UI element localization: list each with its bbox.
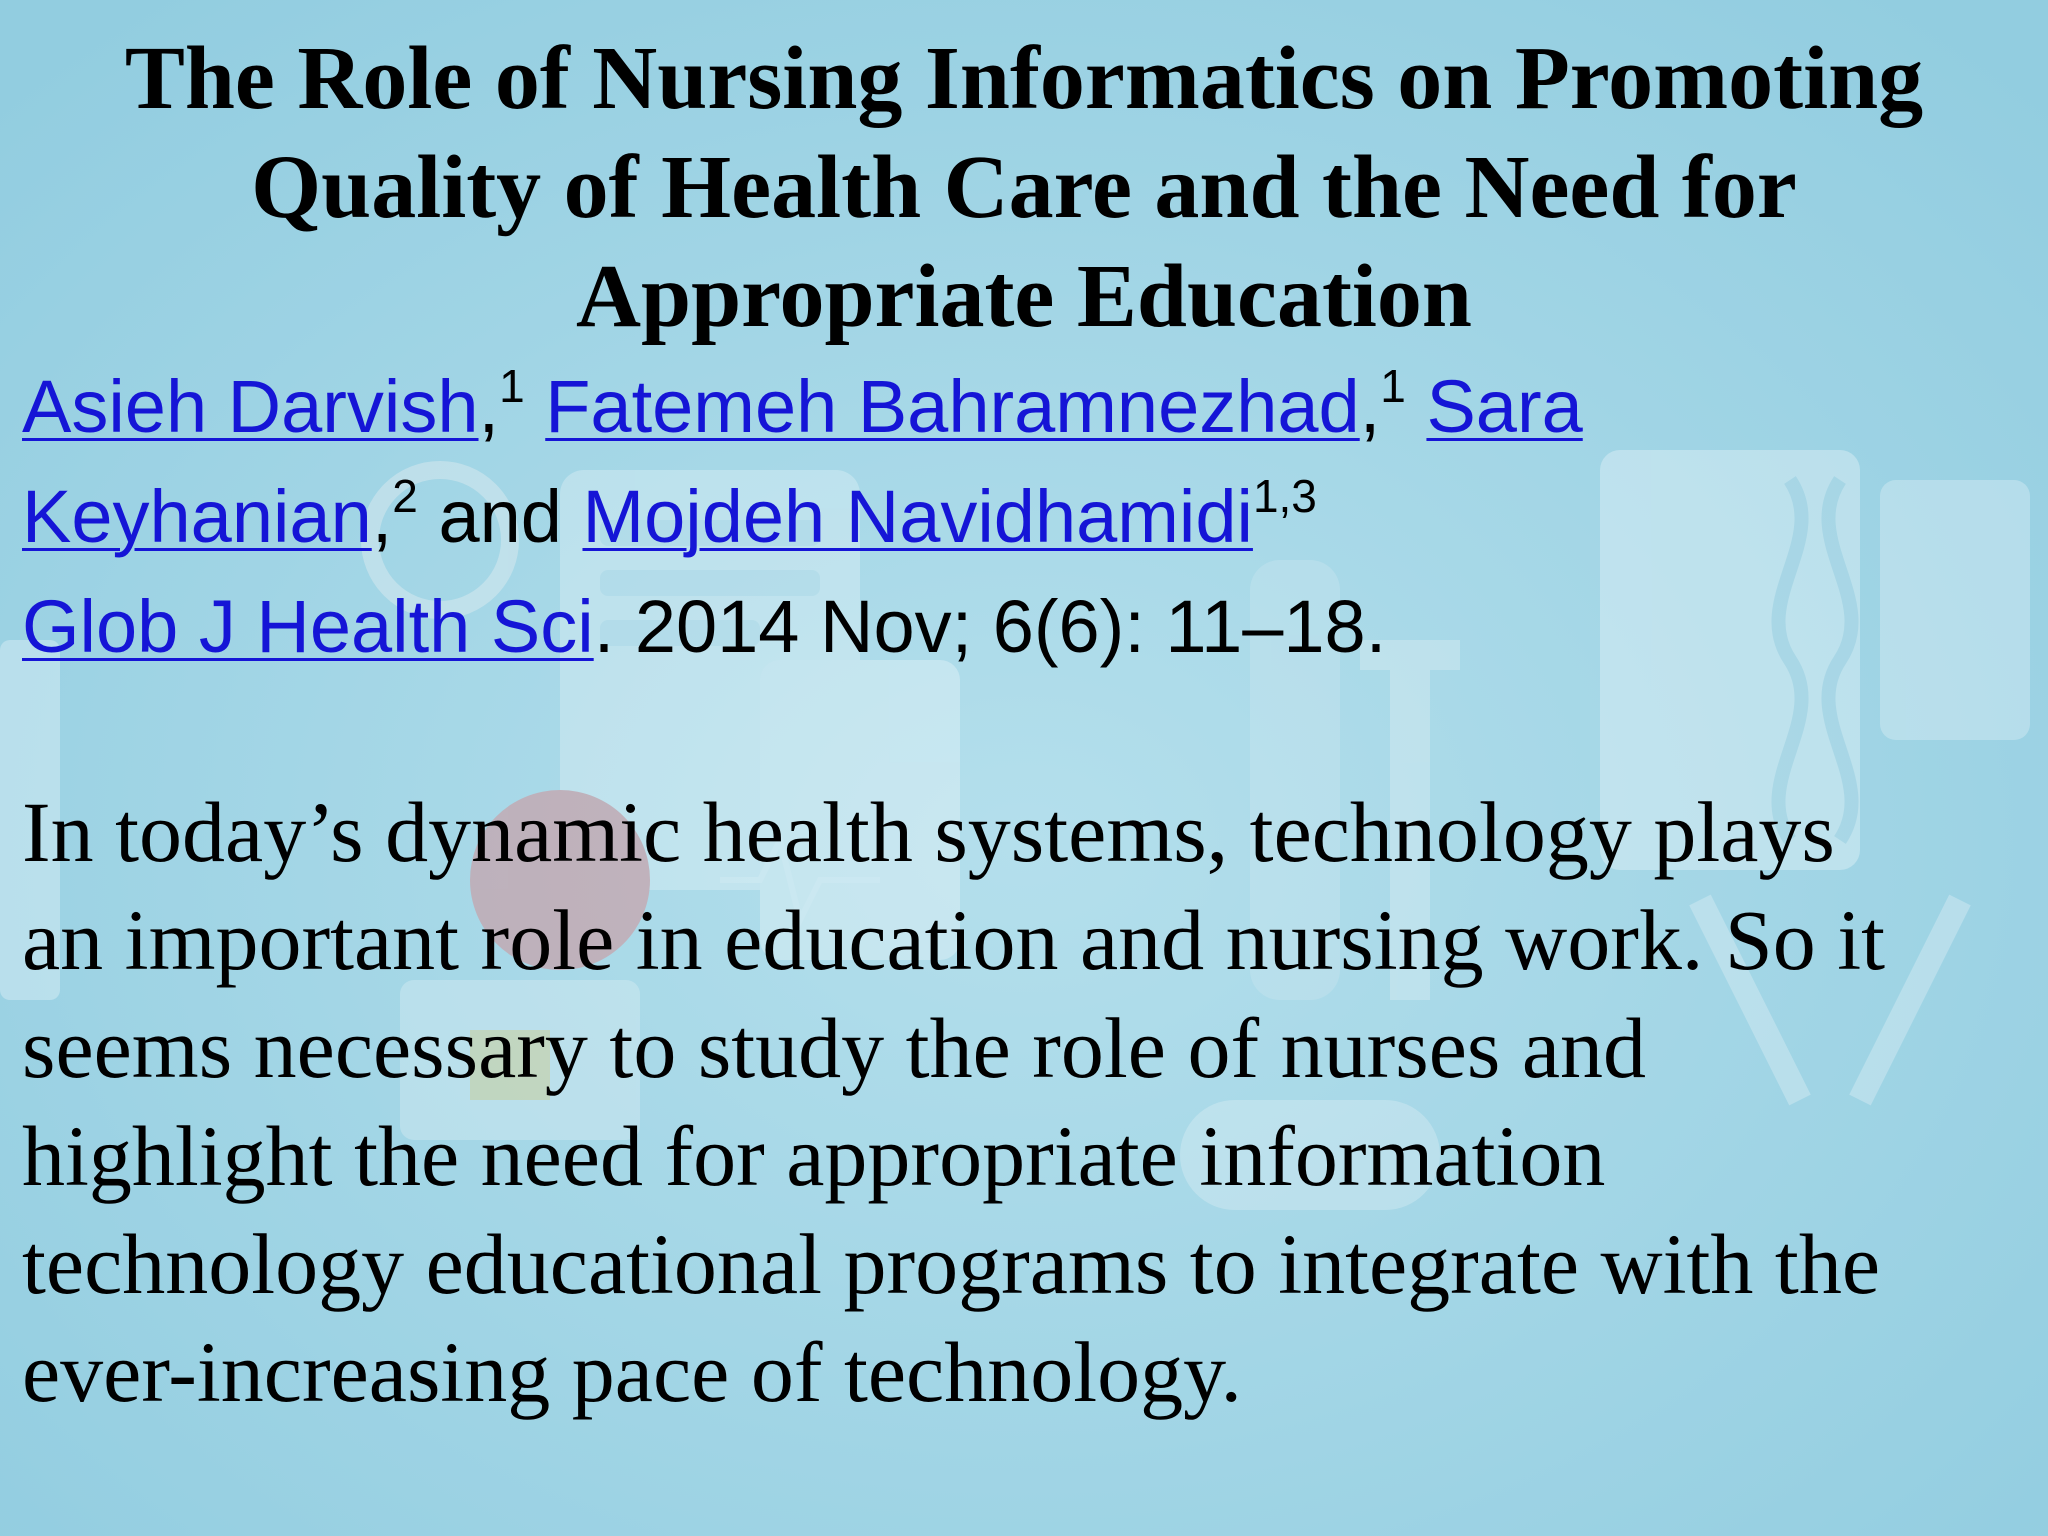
author-link-asieh-darvish[interactable]: Asieh Darvish: [22, 365, 479, 448]
conjunction: and: [438, 475, 562, 558]
affiliation-marker: 1,3: [1252, 470, 1317, 523]
citation-block: [22, 352, 2022, 682]
affiliation-marker: 2: [392, 470, 418, 523]
affiliation-marker: 1: [1380, 360, 1406, 413]
separator: ,: [371, 475, 393, 558]
title-line-3: Appropriate Education: [576, 247, 1472, 346]
abstract-line-4: highlight the need for appropriate information: [22, 1108, 1606, 1204]
abstract-line-3: seems necessary to study the role of nurses and: [22, 1000, 1647, 1096]
title-line-2: Quality of Health Care and the Need for: [251, 138, 1797, 237]
authors-line-2: [22, 462, 2022, 572]
abstract-paragraph: [22, 778, 2032, 1426]
abstract-line-1: In today’s dynamic health systems, technology plays: [22, 784, 1835, 880]
author-link-sara-keyhanian[interactable]: Sara: [1426, 365, 1583, 448]
separator: ,: [478, 365, 500, 448]
author-link-mojdeh-navidhamidi[interactable]: Mojdeh Navidhamidi: [582, 475, 1253, 558]
author-link-fatemeh-bahramnezhad[interactable]: Fatemeh Bahramnezhad: [545, 365, 1360, 448]
slide-title: [0, 24, 2048, 351]
author-link-sara-keyhanian-cont[interactable]: Keyhanian: [22, 475, 372, 558]
separator: ,: [1359, 365, 1381, 448]
abstract-line-2: an important role in education and nursing work. So it: [22, 892, 1885, 988]
abstract-line-6: ever-increasing pace of technology.: [22, 1324, 1242, 1420]
authors-line-1: [22, 352, 2022, 462]
affiliation-marker: 1: [499, 360, 525, 413]
journal-link[interactable]: Glob J Health Sci: [22, 585, 594, 668]
journal-line: [22, 572, 2022, 682]
abstract-line-5: technology educational programs to integrate with the: [22, 1216, 1880, 1312]
title-line-1: The Role of Nursing Informatics on Promoting: [124, 29, 1924, 128]
journal-details: . 2014 Nov; 6(6): 11–18.: [593, 585, 1387, 668]
